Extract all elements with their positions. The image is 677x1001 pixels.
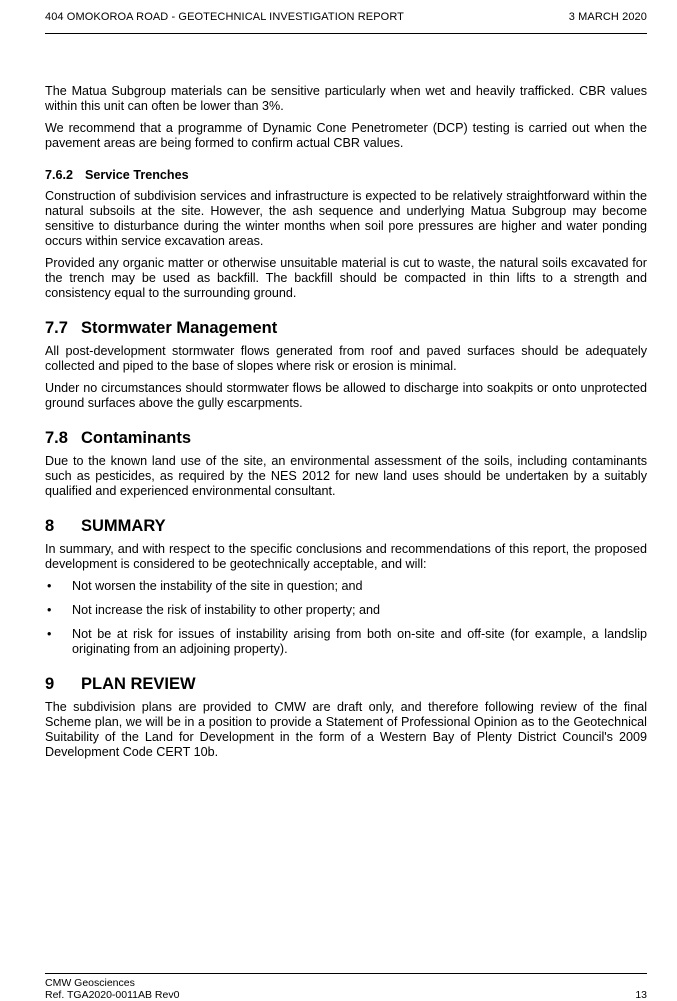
paragraph: The Matua Subgroup materials can be sensitive particularly when wet and heavily trafficked. CBR values within this unit can often be lower than 3%. <box>45 84 647 113</box>
section-number: 9 <box>45 675 55 693</box>
list-item-text: Not increase the risk of instability to other property; and <box>72 603 380 617</box>
report-date: 3 MARCH 2020 <box>568 10 647 23</box>
section-title: Stormwater Management <box>81 319 278 337</box>
list-item <box>45 627 647 657</box>
paragraph: In summary, and with respect to the specific conclusions and recommendations of this report, the proposed development is considered to be geotechnically acceptable, and will: <box>45 542 647 571</box>
list-item <box>45 603 647 618</box>
footer-company: CMW Geosciences <box>45 977 135 989</box>
page-footer <box>45 973 647 1001</box>
section-number: 7.8 <box>45 429 68 447</box>
paragraph: Due to the known land use of the site, an environmental assessment of the soils, including contaminants such as pesticides, as required by the NES 2012 for new land uses should be undertaken by a suitably qualified and experienced environmental consultant. <box>45 454 647 498</box>
page-header <box>45 0 647 34</box>
paragraph: We recommend that a programme of Dynamic Cone Penetrometer (DCP) testing is carried out when the pavement areas are being formed to confirm actual CBR values. <box>45 121 647 150</box>
section-title: PLAN REVIEW <box>81 675 196 693</box>
page-content <box>45 84 647 767</box>
section-heading-9 <box>45 677 647 692</box>
section-title: Service Trenches <box>85 168 189 182</box>
footer-reference: Ref. TGA2020-0011AB Rev0 <box>45 989 180 1001</box>
section-heading-7-6-2 <box>45 168 647 183</box>
list-item <box>45 579 647 594</box>
report-title: 404 OMOKOROA ROAD - GEOTECHNICAL INVESTIGATION REPORT <box>45 10 404 23</box>
section-number: 7.6.2 <box>45 168 74 182</box>
paragraph: All post-development stormwater flows generated from roof and paved surfaces should be adequately collected and piped to the base of slopes where risk or erosion is minimal. <box>45 344 647 373</box>
section-title: Contaminants <box>81 429 192 447</box>
bullet: • <box>47 603 52 617</box>
bullet: • <box>47 579 52 593</box>
summary-list <box>45 579 647 657</box>
section-number: 7.7 <box>45 319 68 337</box>
section-heading-7-8 <box>45 431 647 446</box>
list-item-text: Not be at risk for issues of instability arising from both on-site and off-site (for example, a landslip originating from an adjoining property). <box>72 627 647 656</box>
section-heading-7-7 <box>45 321 647 336</box>
section-heading-8 <box>45 519 647 534</box>
section-title: SUMMARY <box>81 517 166 535</box>
paragraph: Construction of subdivision services and infrastructure is expected to be relatively straightforward within the natural subsoils at the site. However, the ash sequence and underlying Matua Subgroup may become sensitive to disturbance during the winter months when soil pore pressures are higher and water ponding occurs within service excavation areas. <box>45 189 647 248</box>
bullet: • <box>47 627 52 641</box>
page-number: 13 <box>635 989 647 1001</box>
section-number: 8 <box>45 517 55 535</box>
paragraph: Under no circumstances should stormwater flows be allowed to discharge into soakpits or onto unprotected ground surfaces above the gully escarpments. <box>45 381 647 410</box>
paragraph: The subdivision plans are provided to CMW are draft only, and therefore following review of the final Scheme plan, we will be in a position to provide a Statement of Professional Opinion as to the Geotechnical Suitability of the Land for Development in the form of a Western Bay of Plenty District Council's 2009 Development Code CERT 10b. <box>45 700 647 759</box>
paragraph: Provided any organic matter or otherwise unsuitable material is cut to waste, the natural soils excavated for the trench may be used as backfill. The backfill should be compacted in thin lifts to a strength and consistency equal to the surrounding ground. <box>45 256 647 300</box>
list-item-text: Not worsen the instability of the site in question; and <box>72 579 363 593</box>
